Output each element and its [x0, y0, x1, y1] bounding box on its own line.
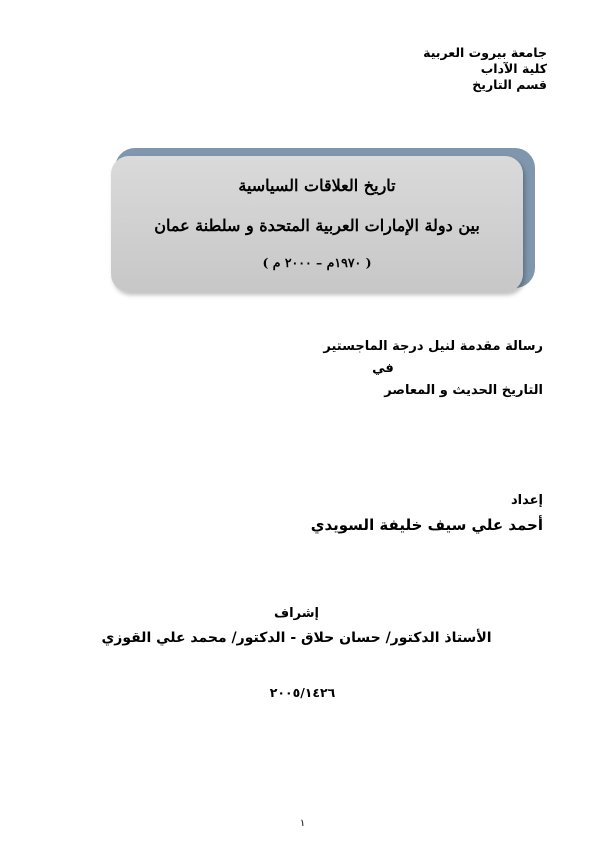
author-name: أحمد علي سيف خليفة السويدي [310, 516, 543, 534]
thesis-period: ( ١٩٧٠م – ٢٠٠٠ م ) [262, 255, 372, 270]
in-line: في [372, 361, 394, 376]
page-number: ١ [299, 818, 306, 829]
preparation-label: إعداد [511, 493, 543, 508]
faculty-name: كلية الآداب [480, 61, 547, 76]
thesis-subtitle: بين دولة الإمارات العربية المتحدة و سلطنة عمان [154, 216, 480, 235]
date: ٢٠٠٥/١٤٢٦ [269, 685, 336, 700]
supervision-section [50, 602, 543, 650]
thesis-title: تاريخ العلاقات السياسية [238, 176, 396, 195]
university-name: جامعة بيروت العربية [423, 45, 547, 60]
institution-header [327, 45, 547, 93]
preparation-section [213, 489, 543, 537]
title-box [111, 156, 523, 292]
field-line: التاريخ الحديث و المعاصر [384, 383, 543, 398]
supervisor-names: الأستاذ الدكتور/ حسان حلاق - الدكتور/ محمد علي القوزي [101, 630, 492, 646]
department-name: قسم التاريخ [472, 77, 547, 92]
supervision-label: إشراف [274, 606, 319, 621]
thesis-statement [223, 336, 543, 402]
degree-line: رسالة مقدمة لنيل درجة الماجستير [323, 339, 543, 354]
